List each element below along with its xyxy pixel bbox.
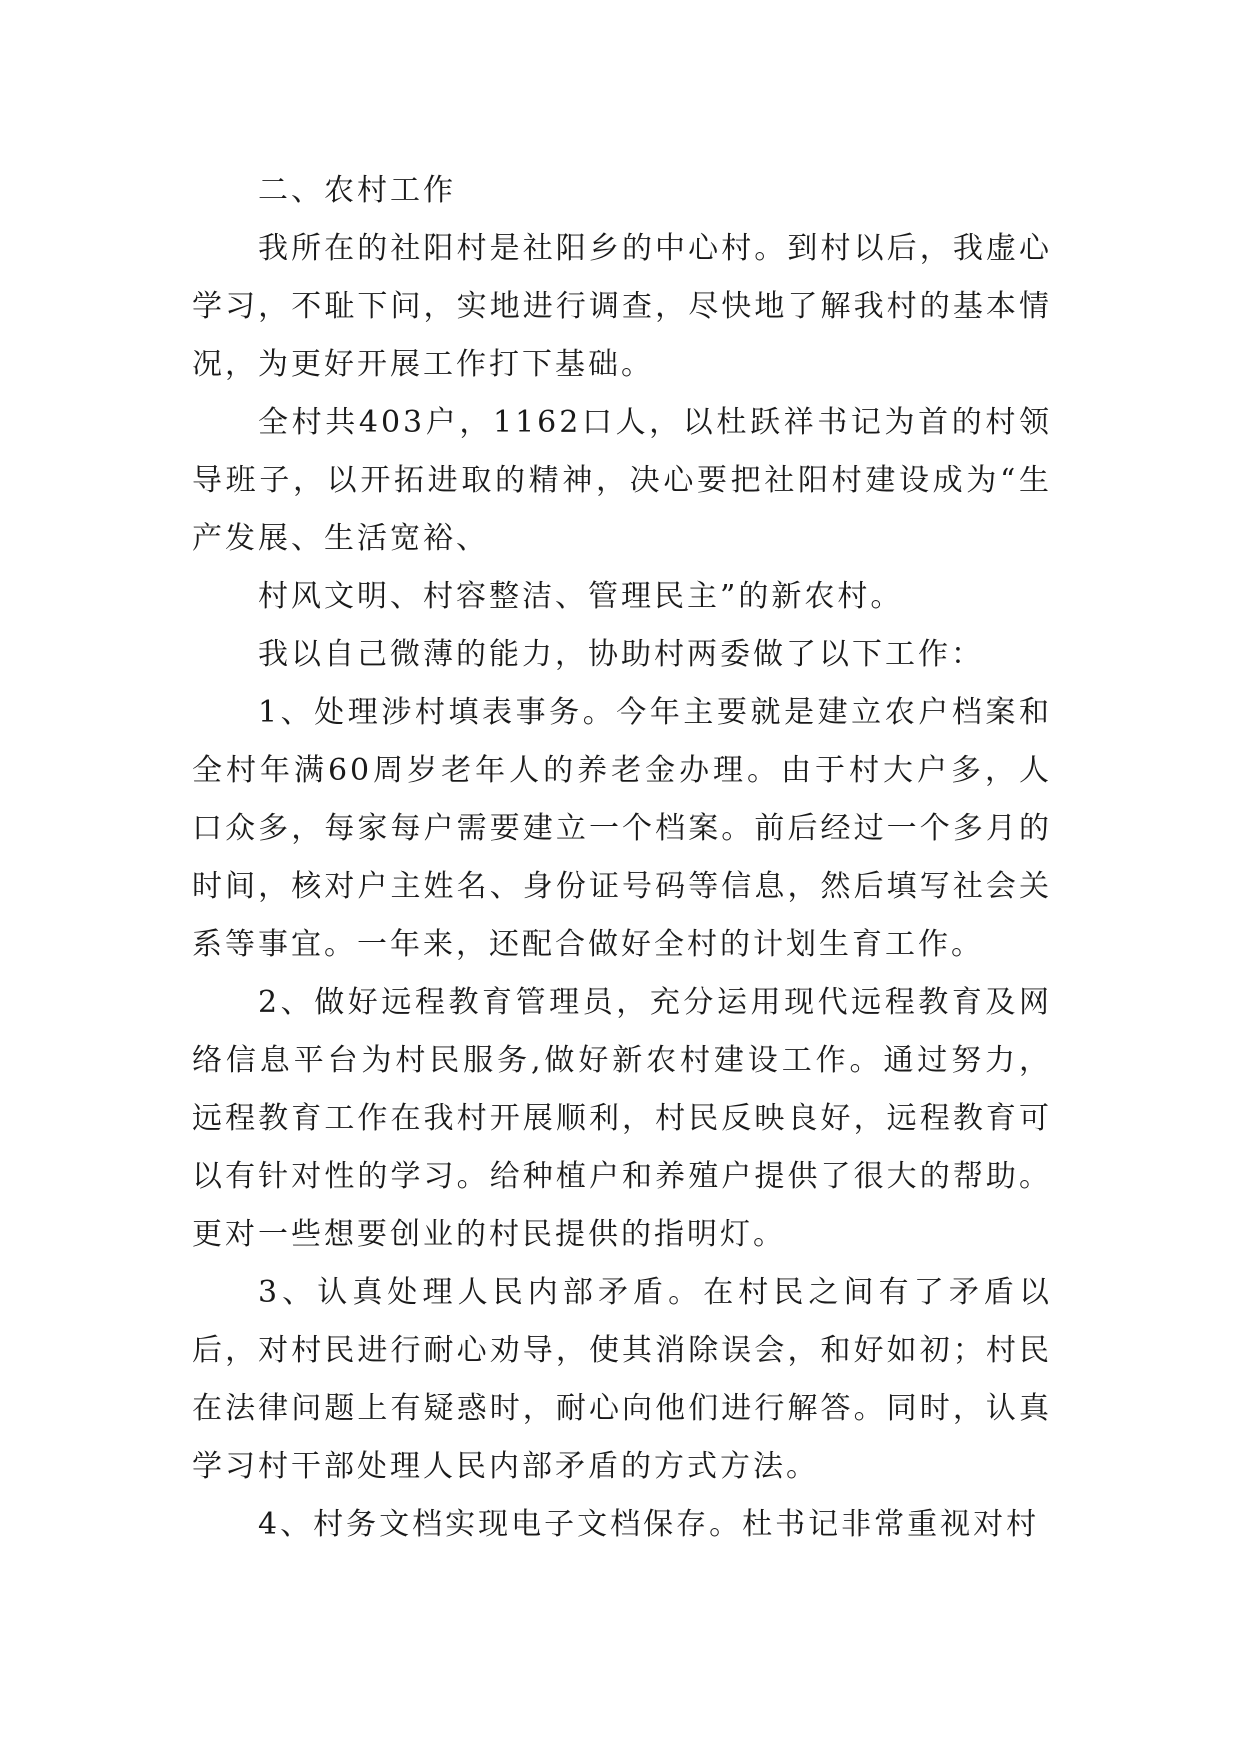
paragraph-item-3: 3、认真处理人民内部矛盾。在村民之间有了矛盾以后，对村民进行耐心劝导，使其消除误会，和好如初；村民在法律问题上有疑惑时，耐心向他们进行解答。同时，认真学习村干部处理人民内部矛盾的方式方法。 — [192, 1275, 1052, 1484]
paragraph-intro: 我所在的社阳村是社阳乡的中心村。到村以后，我虚心学习，不耻下问，实地进行调查，尽快地了解我村的基本情况，为更好开展工作打下基础。 — [192, 231, 1052, 382]
paragraph-item-4: 4、村务文档实现电子文档保存。杜书记非常重视对村 — [258, 1507, 1040, 1542]
paragraph-village-overview: 全村共403户，1162口人，以杜跃祥书记为首的村领导班子，以开拓进取的精神，决心要把社阳村建设成为“生产发展、生活宽裕、 — [192, 405, 1052, 556]
paragraph-item-1: 1、处理涉村填表事务。今年主要就是建立农户档案和全村年满60周岁老年人的养老金办理。由于村大户多，人口众多，每家每户需要建立一个档案。前后经过一个多月的时间，核对户主姓名、身份证号码等信息，然后填写社会关系等事宜。一年来，还配合做好全村的计划生育工作。 — [192, 695, 1052, 962]
paragraph-village-goal: 村风文明、村容整洁、管理民主”的新农村。 — [258, 579, 904, 614]
document-body — [192, 162, 1052, 1554]
paragraph-work-lead: 我以自己微薄的能力，协助村两委做了以下工作： — [258, 637, 984, 672]
paragraph-item-2: 2、做好远程教育管理员，充分运用现代远程教育及网络信息平台为村民服务,做好新农村建设工作。通过努力，远程教育工作在我村开展顺利，村民反映良好，远程教育可以有针对性的学习。给种植户和养殖户提供了很大的帮助。更对一些想要创业的村民提供的指明灯。 — [192, 985, 1052, 1252]
section-heading: 二、农村工作 — [258, 173, 456, 208]
